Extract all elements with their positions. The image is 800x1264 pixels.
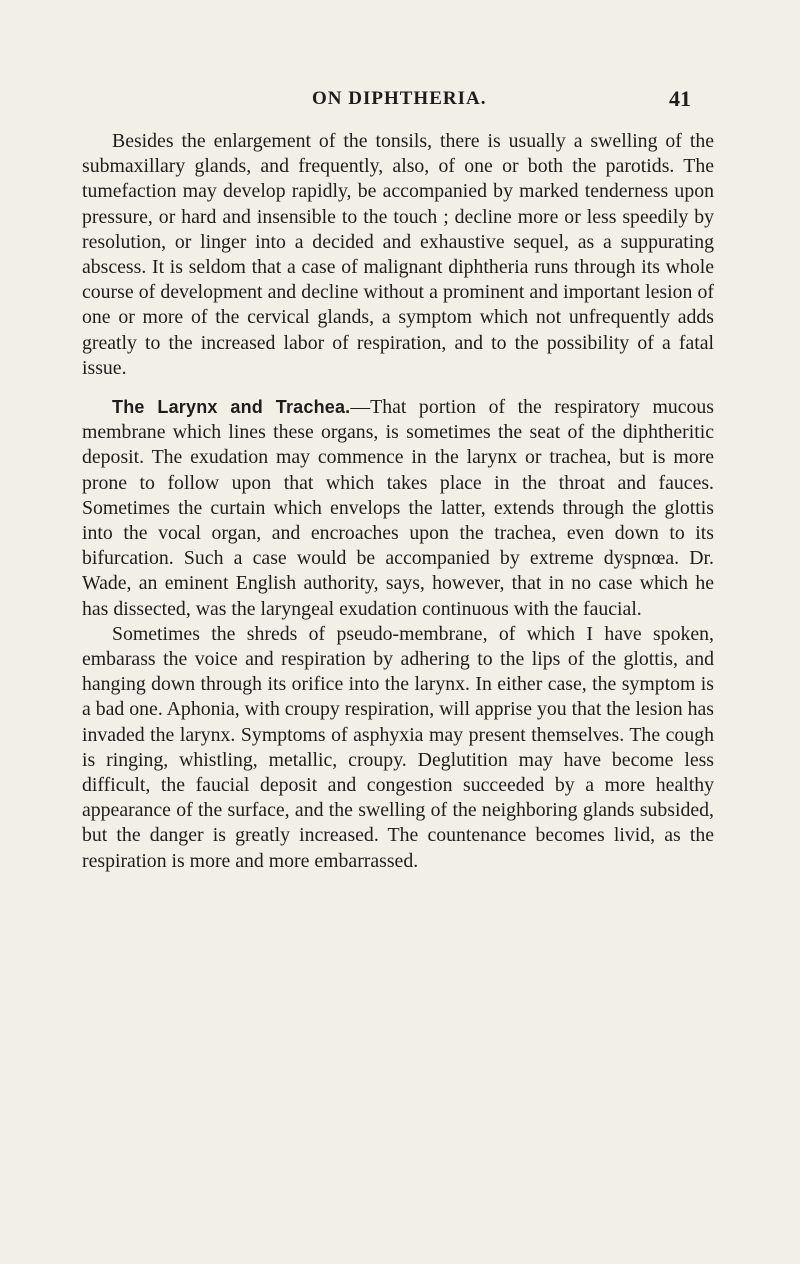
paragraph-pseudo-membrane: Sometimes the shreds of pseudo-membrane, of which I have spoken, embarass the voice and respiration by adhering to the lips of the glottis, and hanging down through its orifice into the larynx. In either case, the symptom is a bad one. Aphonia, with croupy respiration, will apprise you that the lesion has invaded the larynx. Symptoms of asphyxia may present themselves. The cough is ringing, whistling, metallic, croupy. Deglutition may have become less difficult, the faucial deposit and congestion succeeded by a more healthy appearance of the surface, and the swelling of the neighboring glands subsided, but the danger is greatly increased. The countenance becomes livid, as the respiration is more and more embarrassed. [82,622,714,872]
paragraph-larynx-trachea [82,395,714,622]
running-head: ON DIPHTHERIA. [312,88,487,109]
section-paragraph-text: —That portion of the respiratory mucous membrane which lines these organs, is sometimes the seat of the diphtheritic deposit. The exudation may commence in the larynx or trachea, but is more prone to follow upon that which takes place in the throat and fauces. Sometimes the curtain which envelops the latter, extends through the glottis into the vocal organ, and encroaches upon the trachea, even down to its bifurcation. Such a case would be accompanied by extreme dyspnœa. Dr. Wade, an eminent English authority, says, however, that in no case which he has dissected, was the laryngeal exudation continuous with the faucial. [82,396,714,620]
page-body [82,129,714,874]
section-heading: The Larynx and Trachea. [112,397,351,418]
page-number: 41 [669,86,691,111]
paragraph-glands: Besides the enlargement of the tonsils, there is usually a swelling of the submaxillary glands, and frequently, also, of one or both the parotids. The tumefaction may develop rapidly, be accompanied by marked tenderness upon pressure, or hard and insensible to the touch ; decline more or less speedily by resolution, or linger into a decided and exhaustive sequel, as a suppurating abscess. It is seldom that a case of malignant diphtheria runs through its whole course of development and decline without a prominent and important lesion of one or more of the cervical glands, a symptom which not unfrequently adds greatly to the increased labor of respiration, and to the possibility of a fatal issue. [82,130,714,379]
